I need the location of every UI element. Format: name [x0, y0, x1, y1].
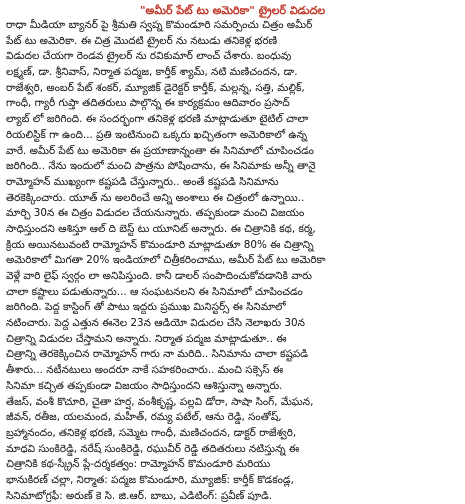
article-body [6, 18, 459, 504]
article-body-line: రియలిస్టిక్ గా ఉంది... ప్రతి ఇంటినుంచి ఒక్కరు ఖచ్చితంగా అమెరికాలో ఉన్న [6, 128, 308, 141]
article-body-line: విడుదల చేయగా రెండవ ట్రైలర్ ను రవికుమార్ లాంచ్ చేశారు. బంధువు [6, 50, 292, 63]
article-body-line: రాధా మీడియా బ్యానర్ పై శ్రీమతి స్వప్న కొమండూరి సమర్పించు చిత్రం అమీర్ [6, 19, 313, 31]
article-body-line: జరిగింది.. నేను ఇందులో మంచి పాత్రను పోషించాను, ఈ సినిమాకు అన్నీ తానై [6, 160, 316, 173]
article-body-line: తెరకెక్కించారు. యూత్ ను అలరించే అన్ని అంశాలు ఈ చిత్రంలో ఉన్నాయి.. [6, 191, 305, 204]
article-headline: "అమీర్ పేట్ టు అమెరికా" ట్రైలర్ విడుదల [139, 4, 326, 17]
article-body-line: మార్చి 30న ఈ చిత్రం విడుదల చేయనున్నారు. తప్పకుండా మంచి విజయం [6, 207, 305, 220]
article-body-line: వెళ్లే వారి లైఫ్ స్వర్గం లా అనిపిస్తుంది. కానీ డాలర్ సంపాదించుకోవడానికి వారు [6, 270, 312, 282]
article-body-line: మాధవి సుంకిరెడ్డి, నరేష్ సుంకిరెడ్డి, రఘువీర్ రెడ్డి తదితరులు నటిస్తున్న ఈ [6, 442, 300, 455]
article-body-line: నటించారు. పెద్ద ఎత్తున ఈనెల 23న ఆడియో విడుదల చేసి నెలాఖరు 30న [6, 317, 305, 330]
article-body-line: జీవన్, రతీజ, యలమంద, మహీత్, రమ్య పటేల్, ఆను రెడ్డి, సంతోష్, [6, 411, 282, 424]
article-body-line: చిత్రాన్ని విడుదల చేస్తామని అన్నారు. నిర్మాత పద్మజ మాట్లాడుతూ.. ఈ [6, 332, 287, 345]
article-body-line: సినిమాటోగ్రఫీ: అరుణ్ కె సి. జి.ఆర్. బాబు, ఎడిటింగ్: ప్రవీణ్ పూడి. [6, 489, 273, 502]
article-body-line: రామ్మోహన్ ముఖ్యంగా కష్టపడి చేస్తున్నారు.. అంతే కష్టపడి సినిమాను [6, 175, 279, 188]
article-body-line: పేట్ టు అమెరికా. ఈ చిత్ర మొదటి ట్రైలర్ ను నటుడు తనికెళ్ల భరణి [6, 34, 278, 47]
article-body-line: ల్యాబ్ లో జరిగింది. ఈ సందర్భంగా తనికెళ్ల భరణి మాట్లాడుతూ టైటిల్ చాలా [6, 113, 309, 126]
article-body-line: బ్రహ్మానందం, తనికెళ్ల భరణి, సమ్మెట గాంధీ, మణిచందన, డాక్టర్ రాజేశ్వరి, [6, 426, 297, 439]
article-body-line: తేజస్, వంశీ కొచూరి, చైతా హర్ష, వంశీకృష్ణ, పల్లవి డోరా, సాషా సింగ్, మేఘన, [6, 395, 314, 408]
article-body-line: సినిమా కచ్చిత తప్పకుండా విజయం సాధిస్తుందని ఆశిస్తున్నా అన్నారు. [6, 379, 283, 392]
article-body-line: గాంధీ, గ్యారీ గుప్తా తదితరులు పాల్గొన్న ఈ కార్యక్రమం ఆదివారం ప్రసాద్ [6, 97, 290, 110]
article-body-line: లక్ష్మణ్, డా. శ్రీనివాస్, నిర్మాత పద్మజ, కార్తీక్ శ్యామ్, నటి మణిచందన, డా. [6, 66, 298, 79]
article-body-line: సాధిస్తుందని ఆశిస్తూ ఆల్ ది బెస్ట్ టు యూనిట్ అన్నారు. ఈ చిత్రానికి కథ, కర్మ, [6, 222, 316, 235]
article-body-line: అమెరికాలో మిగతా 20% ఇండియాలో చిత్రీకరించాము, అమీర్ పేట్ టు అమెరికా [6, 254, 326, 267]
article-body-line: వారే. అమీర్ పేట్ టు అమెరికా ఈ ప్రయాణాన్నంతా ఈ సినిమాలో చూపించడం [6, 144, 314, 157]
article-body-line: జరిగింది. పెద్ద కాస్టింగ్ తో పాటు ఇద్దరు ప్రముఖ మినిస్టర్స్ ఈ సినిమాలో [6, 301, 286, 314]
article-body-line: క్రియ అయినటువంటి రామ్మోహన్ కొమండూరి మాట్లాడుతూ 80% ఈ చిత్రాన్ని [6, 238, 314, 251]
article-body-line: చాలా కష్టాలు పడుతున్నారు... ఆ సంఘటనలని ఈ సినిమాలో చూపించడం [6, 285, 303, 298]
article-body-line: భానుకిరణ్ చల్లా, నిర్మాత: పద్మజ కొమండూరి, మ్యూజిక్: కార్తీక్ కొడకండ్ల, [6, 473, 294, 486]
article-body-line: తీశారు... నటీనటులు అందరూ నాకే సహకరించారు.. మంచి సక్సెస్ ఈ [6, 364, 284, 377]
article-body-line: రాజేశ్వరి, అంబర్ పేట్ శంకర్, మ్యూజిక్ డైరెక్టర్ కార్తీక్, మల్లన్న, సత్తి, మల్లిక్, [6, 81, 305, 94]
article-body-line: చిత్రానికి కథ-స్క్రీన్ ప్లే-దర్శకత్వం: రామ్మోహన్ కొమండూరి మరియు [6, 458, 271, 471]
article-body-line: చిత్రాన్ని తెరకెక్కించిన రామ్మోహన్ గారు నా మరిది.. సినిమాను చాలా కష్టపడి [6, 348, 308, 361]
